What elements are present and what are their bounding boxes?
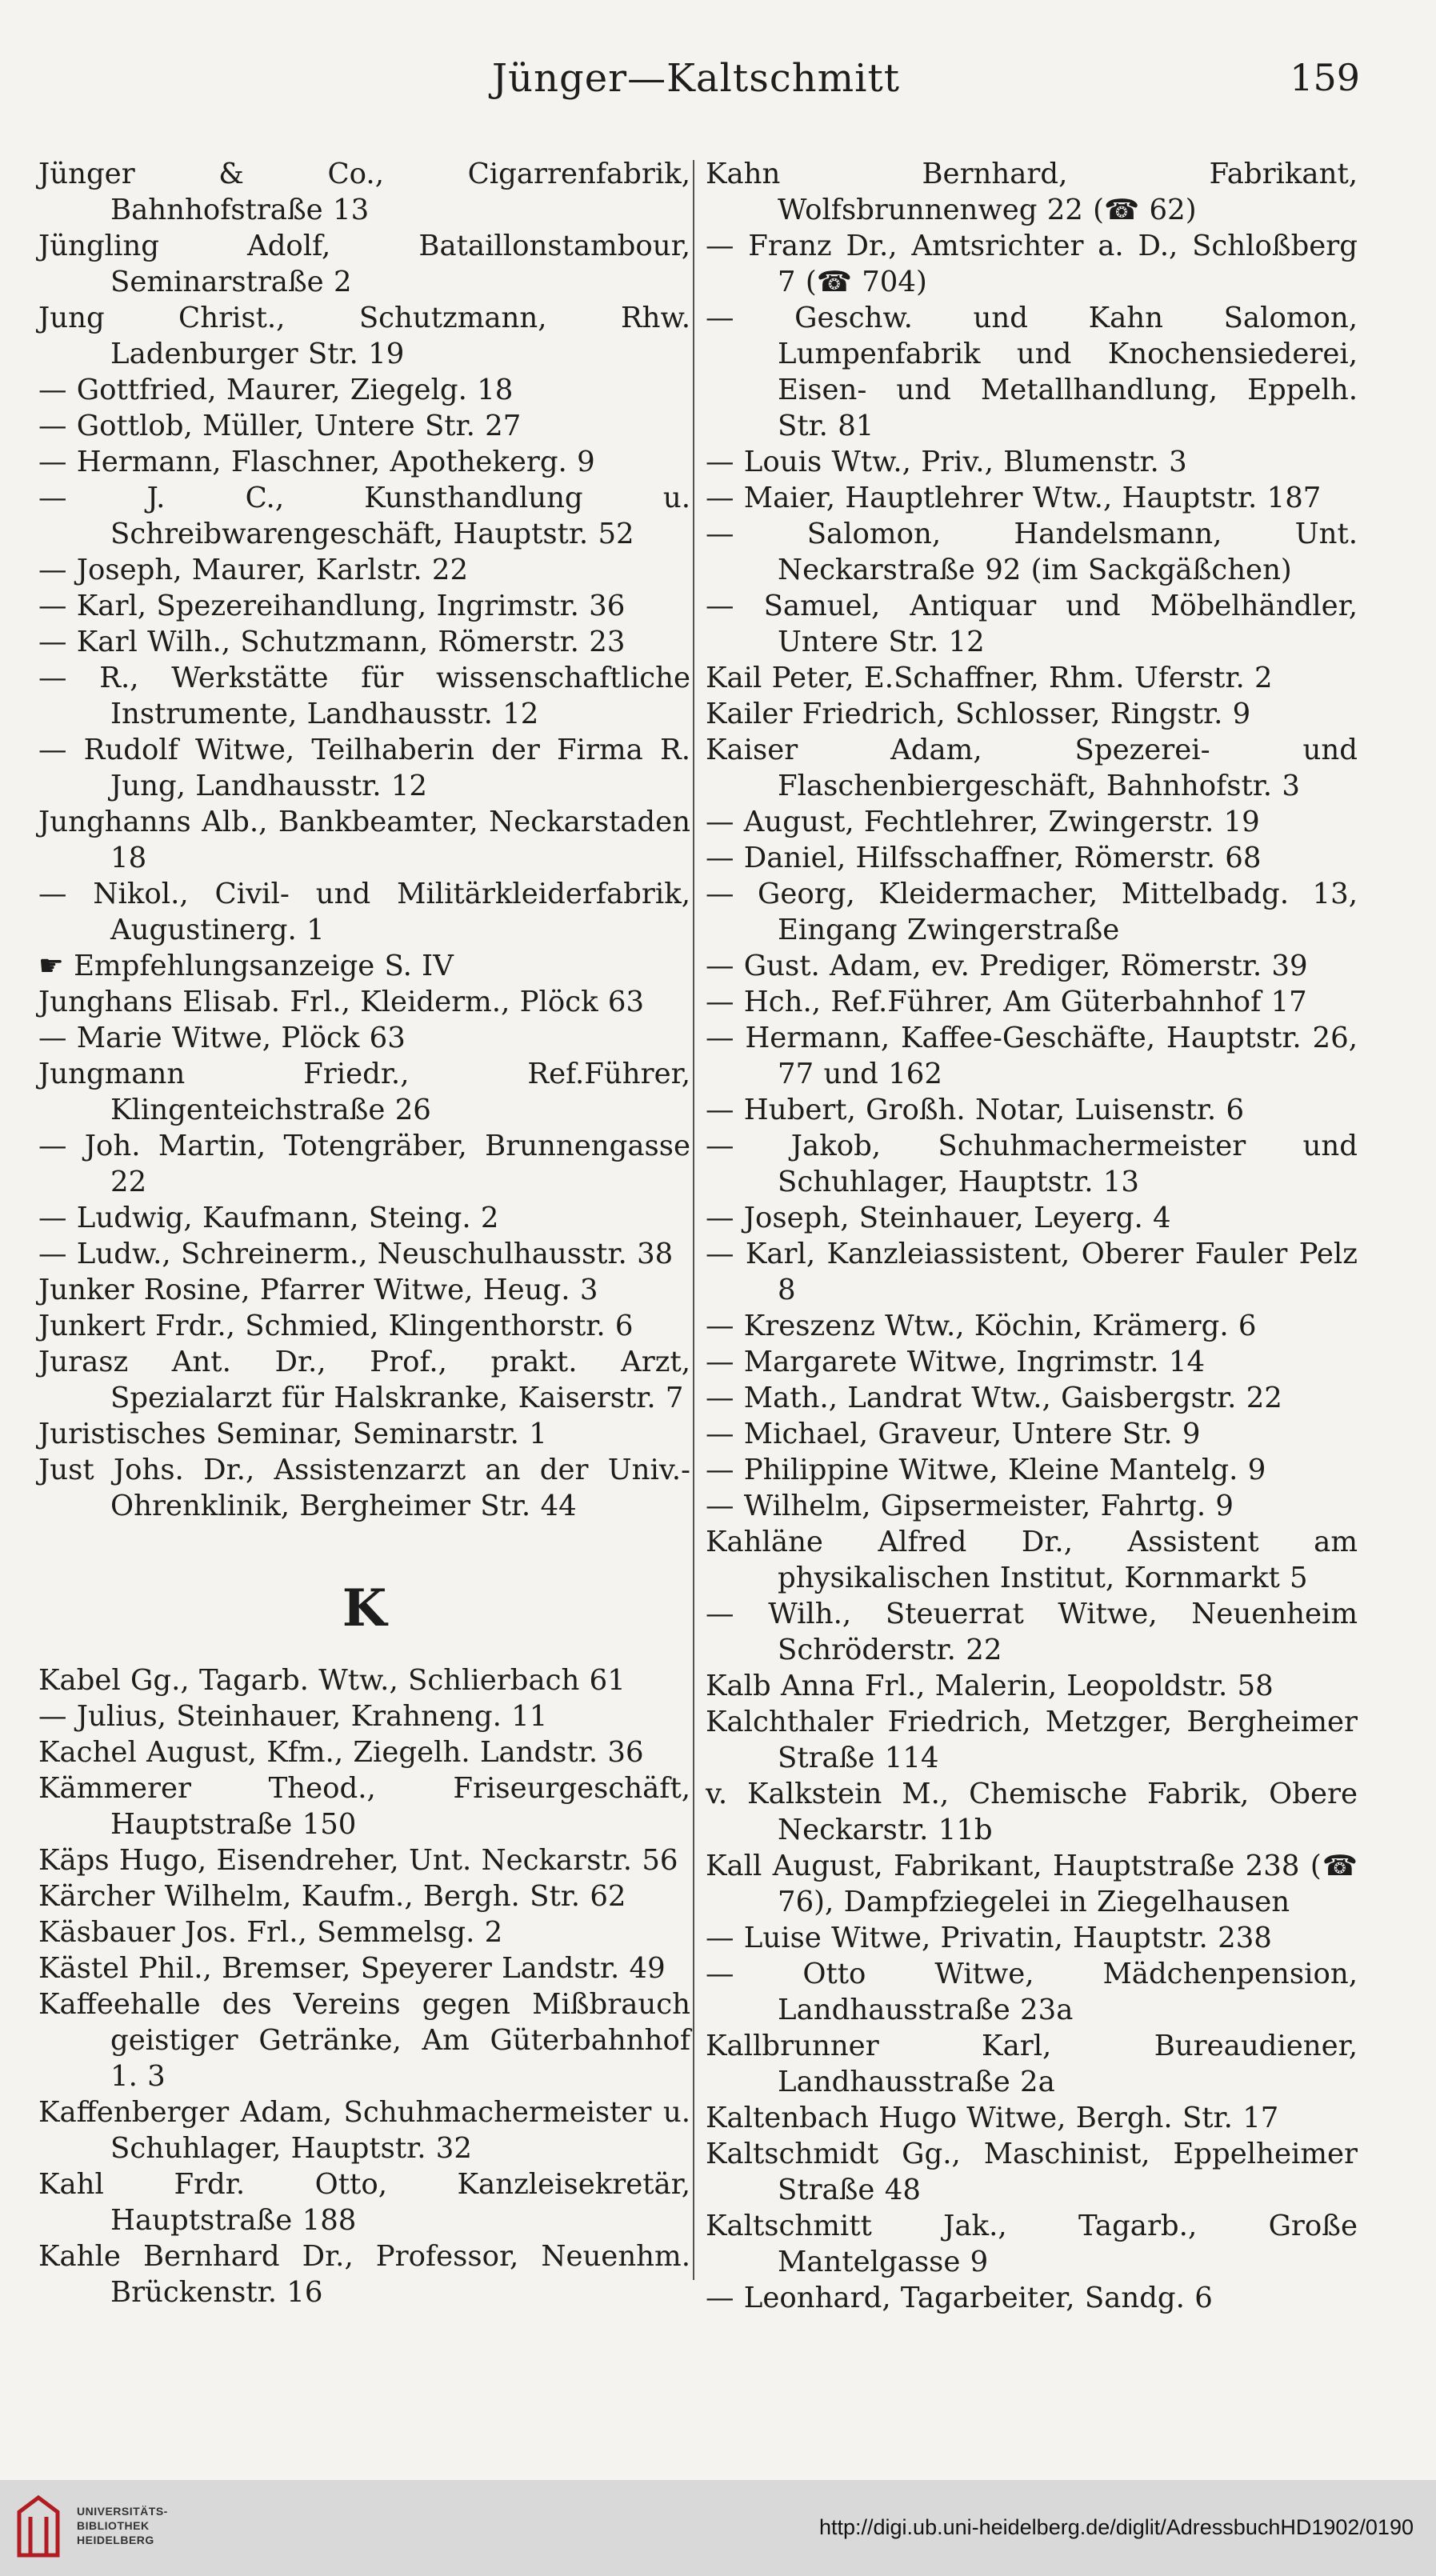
directory-entry: Kästel Phil., Bremser, Speyerer Landstr. 49	[38, 1952, 666, 1985]
directory-entry: — Otto Witwe, Mädchenpension, Landhausstraße 23a	[706, 1958, 1358, 2026]
directory-entry: — Joseph, Steinhauer, Leyerg. 4	[706, 1202, 1171, 1234]
directory-entry: Kahle Bernhard Dr., Professor, Neuenhm. Brückenstr. 16	[38, 2240, 690, 2309]
page-header	[32, 56, 1360, 112]
directory-entry: — Margarete Witwe, Ingrimstr. 14	[706, 1346, 1206, 1378]
directory-entry: — Ludwig, Kaufmann, Steing. 2	[38, 1202, 499, 1234]
directory-entry: Kailer Friedrich, Schlosser, Ringstr. 9	[706, 698, 1251, 730]
footer-bar	[0, 2480, 1436, 2576]
directory-entry: — Geschw. und Kahn Salomon, Lumpenfabrik und Knochensiederei, Eisen- und Metallhandlung, Eppelh. Str. 81	[706, 302, 1358, 442]
directory-entry: — J. C., Kunsthandlung u. Schreibwarengeschäft, Hauptstr. 52	[38, 482, 690, 550]
directory-entry: — Gottfried, Maurer, Ziegelg. 18	[38, 374, 514, 406]
directory-entry: — Hermann, Kaffee-Geschäfte, Hauptstr. 26, 77 und 162	[706, 1022, 1358, 1090]
directory-entry: — Julius, Steinhauer, Krahneng. 11	[38, 1700, 548, 1733]
directory-entry: — Louis Wtw., Priv., Blumenstr. 3	[706, 446, 1187, 478]
source-url-link[interactable]: http://digi.ub.uni-heidelberg.de/diglit/AdressbuchHD1902/0190	[818, 2515, 1414, 2539]
directory-entry: Kall August, Fabrikant, Hauptstraße 238 (☎ 76), Dampfziegelei in Ziegelhausen	[706, 1850, 1358, 1918]
directory-entry: Kärcher Wilhelm, Kaufm., Bergh. Str. 62	[38, 1880, 626, 1913]
directory-entry: — Kreszenz Wtw., Köchin, Krämerg. 6	[706, 1310, 1257, 1342]
directory-entry: — Karl, Spezereihandlung, Ingrimstr. 36	[38, 590, 626, 622]
column-divider	[693, 160, 694, 2280]
directory-entry: — Philippine Witwe, Kleine Mantelg. 9	[706, 1454, 1266, 1486]
directory-entry: — Hubert, Großh. Notar, Luisenstr. 6	[706, 1094, 1245, 1126]
directory-entry: — Michael, Graveur, Untere Str. 9	[706, 1418, 1201, 1450]
directory-entry: Juristisches Seminar, Seminarstr. 1	[38, 1418, 547, 1450]
directory-entry: — Franz Dr., Amtsrichter a. D., Schloßberg 7 (☎ 704)	[706, 230, 1358, 298]
directory-entry: — Joh. Martin, Totengräber, Brunnengasse 22	[38, 1130, 690, 1198]
directory-entry: — Maier, Hauptlehrer Wtw., Hauptstr. 187	[706, 482, 1322, 514]
directory-entry: — Karl Wilh., Schutzmann, Römerstr. 23	[38, 626, 626, 658]
directory-entry: — Hch., Ref.Führer, Am Güterbahnhof 17	[706, 986, 1307, 1018]
directory-entry: Kalchthaler Friedrich, Metzger, Bergheimer Straße 114	[706, 1706, 1358, 1774]
directory-entry: Käsbauer Jos. Frl., Semmelsg. 2	[38, 1916, 503, 1949]
directory-entry: — Hermann, Flaschner, Apothekerg. 9	[38, 446, 595, 478]
directory-entry: Kallbrunner Karl, Bureaudiener, Landhausstraße 2a	[706, 2030, 1358, 2098]
library-logo-icon	[16, 2494, 61, 2558]
directory-entry: Junkert Frdr., Schmied, Klingenthorstr. 6	[38, 1310, 634, 1342]
directory-entry: — Jakob, Schuhmachermeister und Schuhlager, Hauptstr. 13	[706, 1130, 1358, 1198]
right-column	[706, 156, 1358, 2316]
directory-entry: Jungmann Friedr., Ref.Führer, Klingenteichstraße 26	[38, 1058, 690, 1126]
directory-entry: Kahn Bernhard, Fabrikant, Wolfsbrunnenweg 22 (☎ 62)	[706, 158, 1358, 226]
directory-entry: Kalb Anna Frl., Malerin, Leopoldstr. 58	[706, 1670, 1274, 1702]
directory-entry: Jung Christ., Schutzmann, Rhw. Ladenburger Str. 19	[38, 302, 690, 370]
left-entries-after	[38, 1662, 690, 2310]
directory-entry: — Ludw., Schreinerm., Neuschulhausstr. 38	[38, 1238, 674, 1270]
left-column	[38, 156, 690, 2310]
directory-entry: — Daniel, Hilfsschaffner, Römerstr. 68	[706, 842, 1262, 874]
directory-entry: Junker Rosine, Pfarrer Witwe, Heug. 3	[38, 1274, 598, 1306]
directory-entry: — Leonhard, Tagarbeiter, Sandg. 6	[706, 2282, 1213, 2314]
directory-entry: Kail Peter, E.Schaffner, Rhm. Uferstr. 2	[706, 662, 1273, 694]
directory-entry: — Gust. Adam, ev. Prediger, Römerstr. 39	[706, 950, 1308, 982]
directory-entry: Kämmerer Theod., Friseurgeschäft, Hauptstraße 150	[38, 1772, 690, 1841]
directory-entry: Kaffenberger Adam, Schuhmachermeister u. Schuhlager, Hauptstr. 32	[38, 2096, 690, 2165]
directory-entry: Kaiser Adam, Spezerei- und Flaschenbiergeschäft, Bahnhofstr. 3	[706, 734, 1358, 802]
library-logo-text	[77, 2504, 168, 2547]
directory-entry: — Nikol., Civil- und Militärkleiderfabrik, Augustinerg. 1	[38, 878, 690, 946]
directory-entry: — Karl, Kanzleiassistent, Oberer Fauler Pelz 8	[706, 1238, 1358, 1306]
directory-entry: ☛ Empfehlungsanzeige S. IV	[38, 950, 454, 982]
directory-entry: Junghanns Alb., Bankbeamter, Neckarstaden 18	[38, 806, 690, 874]
directory-entry: Kaltschmitt Jak., Tagarb., Große Mantelgasse 9	[706, 2210, 1358, 2278]
section-letter: K	[342, 1578, 387, 1638]
page-number: 159	[1290, 56, 1360, 99]
directory-entry: Kaffeehalle des Vereins gegen Mißbrauch geistiger Getränke, Am Güterbahnhof 1. 3	[38, 1988, 690, 2093]
directory-entry: — Joseph, Maurer, Karlstr. 22	[38, 554, 469, 586]
directory-entry: Kaltenbach Hugo Witwe, Bergh. Str. 17	[706, 2102, 1279, 2134]
left-entries-before	[38, 156, 690, 1524]
directory-entry: — Wilh., Steuerrat Witwe, Neuenheim Schröderstr. 22	[706, 1598, 1358, 1666]
directory-entry: — Gottlob, Müller, Untere Str. 27	[38, 410, 522, 442]
directory-entry: Käps Hugo, Eisendreher, Unt. Neckarstr. 56	[38, 1844, 678, 1877]
directory-entry: Kahl Frdr. Otto, Kanzleisekretär, Hauptstraße 188	[38, 2168, 690, 2237]
directory-entry: Kaltschmidt Gg., Maschinist, Eppelheimer Straße 48	[706, 2138, 1358, 2206]
logo-line: UNIVERSITÄTS-	[77, 2505, 168, 2518]
directory-entry: Junghans Elisab. Frl., Kleiderm., Plöck 63	[38, 986, 645, 1018]
right-entries	[706, 156, 1358, 2316]
logo-line: HEIDELBERG	[77, 2534, 154, 2546]
directory-entry: — Georg, Kleidermacher, Mittelbadg. 13, Eingang Zwingerstraße	[706, 878, 1358, 946]
directory-entry: — Luise Witwe, Privatin, Hauptstr. 238	[706, 1922, 1272, 1954]
directory-entry: — Marie Witwe, Plöck 63	[38, 1022, 406, 1054]
running-head: Jünger—Kaltschmitt	[491, 56, 901, 101]
directory-entry: Just Johs. Dr., Assistenzarzt an der Univ.-Ohrenklinik, Bergheimer Str. 44	[38, 1454, 690, 1522]
directory-entry: Jüngling Adolf, Bataillonstambour, Seminarstraße 2	[38, 230, 690, 298]
directory-entry: — Salomon, Handelsmann, Unt. Neckarstraße 92 (im Sackgäßchen)	[706, 518, 1358, 586]
directory-entry: v. Kalkstein M., Chemische Fabrik, Obere Neckarstr. 11b	[706, 1778, 1358, 1846]
directory-entry: — Math., Landrat Wtw., Gaisbergstr. 22	[706, 1382, 1282, 1414]
directory-entry: Jünger & Co., Cigarrenfabrik, Bahnhofstraße 13	[38, 158, 690, 226]
directory-entry: Kachel August, Kfm., Ziegelh. Landstr. 36	[38, 1736, 644, 1769]
directory-entry: — Wilhelm, Gipsermeister, Fahrtg. 9	[706, 1490, 1234, 1522]
logo-line: BIBLIOTHEK	[77, 2519, 150, 2532]
directory-entry: Kabel Gg., Tagarb. Wtw., Schlierbach 61	[38, 1664, 626, 1697]
directory-entry: — Samuel, Antiquar und Möbelhändler, Untere Str. 12	[706, 590, 1358, 658]
directory-entry: — Rudolf Witwe, Teilhaberin der Firma R. Jung, Landhausstr. 12	[38, 734, 690, 802]
directory-entry: Kahläne Alfred Dr., Assistent am physikalischen Institut, Kornmarkt 5	[706, 1526, 1358, 1594]
directory-entry: — August, Fechtlehrer, Zwingerstr. 19	[706, 806, 1260, 838]
directory-entry: Jurasz Ant. Dr., Prof., prakt. Arzt, Spezialarzt für Halskranke, Kaiserstr. 7	[38, 1346, 690, 1414]
directory-entry: — R., Werkstätte für wissenschaftliche Instrumente, Landhausstr. 12	[38, 662, 690, 730]
